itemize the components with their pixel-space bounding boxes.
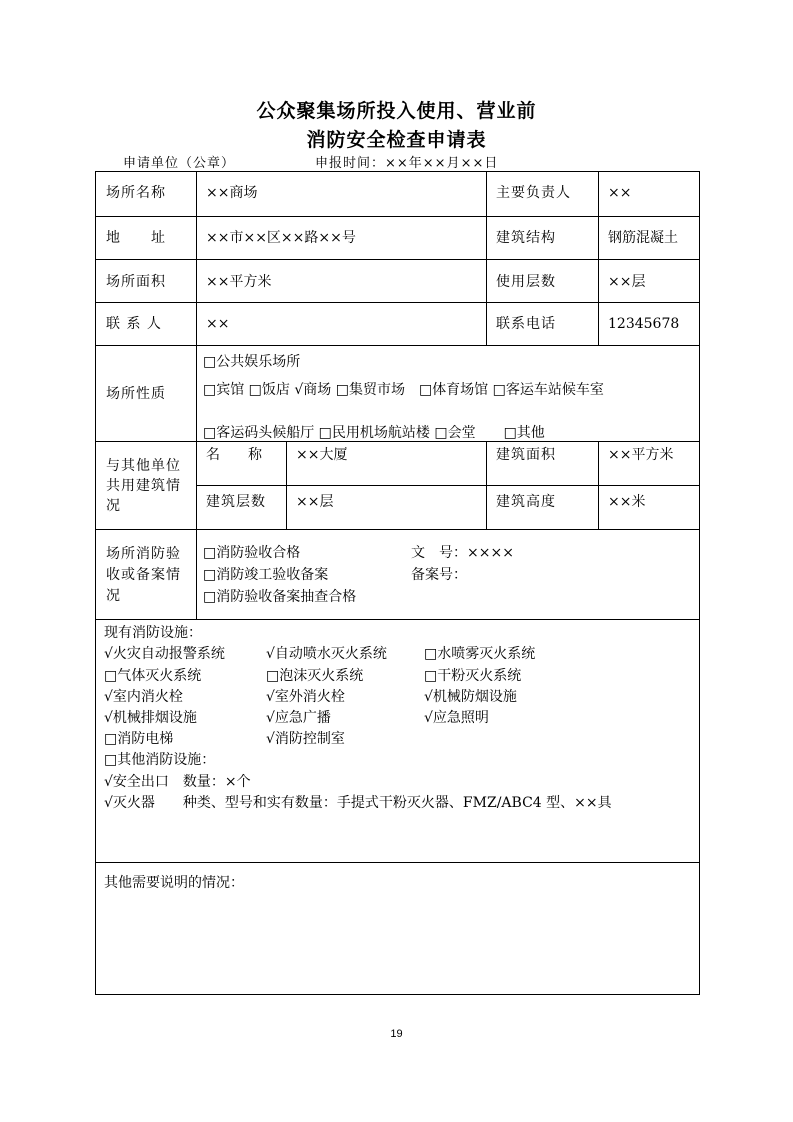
fire-extinguishers: √灭火器 种类、型号和实有数量：手提式干粉灭火器、FMZ/ABC4 型、××具 — [104, 795, 612, 811]
facility-item: √应急广播 — [266, 710, 331, 726]
area-label: 场所面积 — [106, 274, 166, 290]
page-number: 19 — [390, 1028, 403, 1040]
nature-option-line1: □公共娱乐场所 — [203, 354, 301, 370]
building-area-label: 建筑面积 — [496, 447, 556, 463]
form-title-line2: 消防安全检查申请表 — [306, 129, 487, 151]
shared-building-label: 与其他单位共用建筑情况 — [106, 458, 181, 514]
facility-item: √机械防烟设施 — [424, 689, 517, 705]
venue-nature-label: 场所性质 — [106, 386, 166, 402]
row-divider — [96, 862, 699, 863]
other-notes-label: 其他需要说明的情况： — [104, 875, 244, 891]
building-height-value: ××米 — [608, 494, 646, 510]
address-value: ××市××区××路××号 — [206, 230, 356, 246]
area-value: ××平方米 — [206, 274, 272, 290]
row-divider — [96, 529, 699, 530]
address-label: 地 址 — [106, 230, 166, 246]
col-divider — [196, 172, 197, 619]
building-floors-value: ××层 — [296, 494, 334, 510]
facilities-heading: 现有消防设施： — [104, 625, 202, 641]
row-divider — [196, 485, 699, 486]
phone-label: 联系电话 — [496, 316, 556, 332]
col-divider — [486, 441, 487, 529]
facility-item: □气体灭火系统 — [104, 668, 202, 684]
shared-name-label: 名 称 — [206, 447, 262, 463]
col-divider — [598, 172, 599, 345]
applicant-unit-label: 申请单位（公章） — [123, 156, 236, 171]
facility-item: □消防电梯 — [104, 731, 174, 747]
facility-item: □泡沫灭火系统 — [266, 668, 364, 684]
facility-item: √室内消火栓 — [104, 689, 183, 705]
facility-item: √机械排烟设施 — [104, 710, 197, 726]
nature-option-line2: □宾馆 □饭店 √商场 □集贸市场 □体育场馆 □客运车站候车室 — [203, 382, 604, 398]
shared-name-value: ××大厦 — [296, 447, 348, 463]
building-floors-label: 建筑层数 — [206, 494, 266, 510]
application-form-table — [95, 171, 700, 995]
facility-item: √消防控制室 — [266, 731, 345, 747]
acceptance-label: 场所消防验收或备案情况 — [106, 546, 181, 604]
venue-name-value: ××商场 — [206, 185, 258, 201]
structure-value: 钢筋混凝土 — [608, 230, 678, 246]
person-in-charge-label: 主要负责人 — [496, 185, 571, 201]
form-title-line1: 公众聚集场所投入使用、营业前 — [256, 100, 537, 122]
facility-item: √火灾自动报警系统 — [104, 646, 225, 662]
venue-name-label: 场所名称 — [106, 185, 166, 201]
row-divider — [96, 216, 699, 217]
floors-used-label: 使用层数 — [496, 274, 556, 290]
row-divider — [96, 259, 699, 260]
facility-item: √应急照明 — [424, 710, 489, 726]
facility-item: √室外消火栓 — [266, 689, 345, 705]
facility-item: □水喷雾灭火系统 — [424, 646, 536, 662]
contact-value: ×× — [206, 316, 230, 332]
record-number: 备案号： — [411, 567, 467, 583]
person-in-charge-value: ×× — [608, 185, 632, 201]
facility-item: □干粉灭火系统 — [424, 668, 522, 684]
building-area-value: ××平方米 — [608, 447, 674, 463]
nature-option-line3: □客运码头候船厅 □民用机场航站楼 □会堂 □其他 — [203, 425, 545, 441]
col-divider — [486, 172, 487, 345]
contact-label: 联 系 人 — [106, 316, 162, 332]
building-height-label: 建筑高度 — [496, 494, 556, 510]
row-divider — [96, 619, 699, 620]
acceptance-option-3: □消防验收备案抽查合格 — [203, 589, 357, 605]
document-number: 文 号：×××× — [411, 545, 514, 561]
col-divider — [598, 441, 599, 529]
phone-value: 12345678 — [608, 316, 680, 332]
facility-item: √自动喷水灭火系统 — [266, 646, 387, 662]
safety-exits: √安全出口 数量：×个 — [104, 774, 251, 790]
other-facilities-heading: □其他消防设施： — [104, 752, 216, 768]
row-divider — [96, 345, 699, 346]
acceptance-option-2: □消防竣工验收备案 — [203, 567, 329, 583]
report-date: 申报时间：××年××月××日 — [315, 156, 499, 171]
row-divider — [96, 302, 699, 303]
col-divider — [286, 441, 287, 529]
acceptance-option-1: □消防验收合格 — [203, 545, 301, 561]
structure-label: 建筑结构 — [496, 230, 556, 246]
floors-used-value: ××层 — [608, 274, 646, 290]
